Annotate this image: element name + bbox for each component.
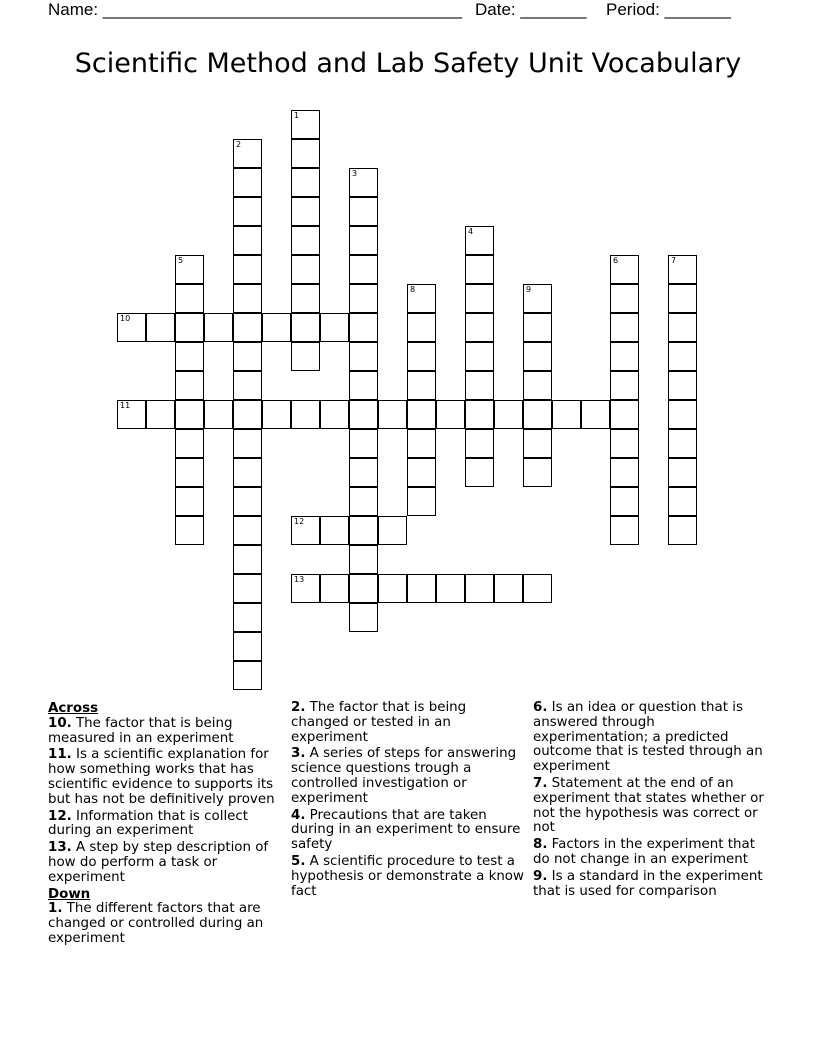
grid-cell[interactable] (117, 313, 146, 342)
page-title: Scientific Method and Lab Safety Unit Vocabulary (74, 48, 742, 79)
grid-cell[interactable] (523, 284, 552, 313)
clue-down-7: 7. Statement at the end of an experiment that states whether or not the hypothesis was correct or not (533, 775, 764, 836)
grid-cell[interactable] (175, 429, 204, 458)
clue-number: 12 (294, 517, 305, 526)
grid-cell[interactable] (610, 516, 639, 545)
grid-cell[interactable] (349, 284, 378, 313)
clue-number: 11 (120, 401, 131, 410)
grid-cell[interactable] (204, 313, 233, 342)
grid-cell[interactable] (523, 400, 552, 429)
grid-cell[interactable] (233, 603, 262, 632)
grid-cell[interactable] (610, 284, 639, 313)
grid-cell[interactable] (349, 371, 378, 400)
grid-cell[interactable] (349, 574, 378, 603)
clue-column-2 (291, 701, 525, 901)
grid-cell[interactable] (407, 313, 436, 342)
grid-cell[interactable] (291, 313, 320, 342)
clue-across-12: 12. Information that is collect during an experiment (48, 808, 249, 839)
grid-cell[interactable] (407, 284, 436, 313)
grid-cell[interactable] (668, 371, 697, 400)
grid-cell[interactable] (465, 429, 494, 458)
period-field-label[interactable]: Period: _______ (606, 0, 731, 19)
grid-cell[interactable] (349, 197, 378, 226)
grid-cell[interactable] (349, 168, 378, 197)
grid-cell[interactable] (552, 400, 581, 429)
clue-down-1: 1. The different factors that are changed or controlled during an experiment (48, 901, 264, 946)
grid-cell[interactable] (233, 574, 262, 603)
clue-across-11: 11. Is a scientific explanation for how something works that has scientific evidence to supports its but has not be definitively proven (48, 747, 275, 807)
grid-cell[interactable] (349, 342, 378, 371)
clue-down-5: 5. A scientific procedure to test a hypothesis or demonstrate a know fact (291, 853, 524, 899)
grid-cell[interactable] (291, 226, 320, 255)
grid-cell[interactable] (668, 342, 697, 371)
clue-down-3: 3. A series of steps for answering science questions trough a controlled investigation or experiment (291, 746, 517, 806)
grid-cell[interactable] (349, 400, 378, 429)
clue-down-2: 2. The factor that is being changed or tested in an experiment (291, 700, 467, 745)
grid-cell[interactable] (668, 255, 697, 284)
grid-cell[interactable] (262, 313, 291, 342)
grid-cell[interactable] (175, 487, 204, 516)
grid-cell[interactable] (668, 284, 697, 313)
grid-cell[interactable] (378, 516, 407, 545)
grid-cell[interactable] (610, 313, 639, 342)
grid-cell[interactable] (146, 400, 175, 429)
grid-cell[interactable] (320, 400, 349, 429)
grid-cell[interactable] (233, 429, 262, 458)
clue-number: 9 (526, 285, 532, 294)
name-field-label[interactable]: Name: ______________________________________ (48, 0, 463, 19)
grid-cell[interactable] (233, 139, 262, 168)
grid-cell[interactable] (175, 313, 204, 342)
grid-cell[interactable] (233, 197, 262, 226)
grid-cell[interactable] (233, 487, 262, 516)
grid-cell[interactable] (668, 516, 697, 545)
grid-cell[interactable] (291, 110, 320, 139)
grid-cell[interactable] (117, 400, 146, 429)
clue-number: 8 (410, 285, 416, 294)
date-field-label[interactable]: Date: _______ (475, 0, 587, 19)
grid-cell[interactable] (349, 516, 378, 545)
grid-cell[interactable] (320, 516, 349, 545)
grid-cell[interactable] (233, 284, 262, 313)
grid-cell[interactable] (262, 400, 291, 429)
grid-cell[interactable] (668, 429, 697, 458)
grid-cell[interactable] (465, 342, 494, 371)
grid-cell[interactable] (407, 371, 436, 400)
grid-cell[interactable] (610, 371, 639, 400)
grid-cell[interactable] (610, 458, 639, 487)
clue-number: 5 (178, 256, 184, 265)
grid-cell[interactable] (407, 458, 436, 487)
clue-column-3 (533, 701, 773, 901)
clue-number: 6 (613, 256, 619, 265)
clue-number: 10 (120, 314, 131, 323)
grid-cell[interactable] (175, 284, 204, 313)
down-heading: Down (48, 886, 91, 902)
grid-cell[interactable] (233, 342, 262, 371)
grid-cell[interactable] (233, 516, 262, 545)
grid-cell[interactable] (291, 139, 320, 168)
grid-cell[interactable] (291, 197, 320, 226)
grid-cell[interactable] (175, 458, 204, 487)
clue-down-6: 6. Is an idea or question that is answered through experimentation; a predicted outcome that is tested through an experiment (533, 700, 763, 775)
grid-cell[interactable] (668, 487, 697, 516)
grid-cell[interactable] (465, 574, 494, 603)
grid-cell[interactable] (494, 574, 523, 603)
grid-cell[interactable] (349, 429, 378, 458)
clue-number: 13 (294, 575, 305, 584)
clue-number: 7 (671, 256, 677, 265)
grid-cell[interactable] (291, 255, 320, 284)
grid-cell[interactable] (465, 255, 494, 284)
grid-cell[interactable] (233, 632, 262, 661)
grid-cell[interactable] (291, 342, 320, 371)
grid-cell[interactable] (668, 400, 697, 429)
clue-column-1 (48, 701, 280, 949)
grid-cell[interactable] (610, 487, 639, 516)
clue-number: 4 (468, 227, 474, 236)
grid-cell[interactable] (465, 458, 494, 487)
grid-cell[interactable] (523, 342, 552, 371)
grid-cell[interactable] (291, 168, 320, 197)
clue-down-4: 4. Precautions that are taken during in an experiment to ensure safety (291, 807, 521, 853)
grid-cell[interactable] (581, 400, 610, 429)
grid-cell[interactable] (204, 400, 233, 429)
grid-cell[interactable] (175, 342, 204, 371)
grid-cell[interactable] (523, 574, 552, 603)
grid-cell[interactable] (175, 371, 204, 400)
grid-cell[interactable] (407, 574, 436, 603)
grid-cell[interactable] (378, 574, 407, 603)
grid-cell[interactable] (320, 313, 349, 342)
grid-cell[interactable] (291, 284, 320, 313)
clue-number: 1 (294, 111, 300, 120)
grid-cell[interactable] (610, 342, 639, 371)
grid-cell[interactable] (610, 255, 639, 284)
grid-cell[interactable] (175, 516, 204, 545)
grid-cell[interactable] (233, 371, 262, 400)
grid-cell[interactable] (349, 226, 378, 255)
grid-cell[interactable] (233, 255, 262, 284)
grid-cell[interactable] (233, 168, 262, 197)
grid-cell[interactable] (320, 574, 349, 603)
clue-down-9: 9. Is a standard in the experiment that is used for comparison (533, 868, 763, 899)
grid-cell[interactable] (523, 458, 552, 487)
grid-cell[interactable] (233, 400, 262, 429)
clue-number: 2 (236, 140, 242, 149)
grid-cell[interactable] (146, 313, 175, 342)
grid-cell[interactable] (494, 400, 523, 429)
grid-cell[interactable] (465, 226, 494, 255)
grid-cell[interactable] (233, 313, 262, 342)
grid-cell[interactable] (349, 603, 378, 632)
grid-cell[interactable] (523, 371, 552, 400)
grid-cell[interactable] (436, 400, 465, 429)
grid-cell[interactable] (523, 313, 552, 342)
grid-cell[interactable] (407, 487, 436, 516)
grid-cell[interactable] (349, 545, 378, 574)
grid-cell[interactable] (668, 313, 697, 342)
grid-cell[interactable] (407, 429, 436, 458)
grid-cell[interactable] (233, 458, 262, 487)
grid-cell[interactable] (610, 400, 639, 429)
grid-cell[interactable] (291, 516, 320, 545)
grid-cell[interactable] (610, 429, 639, 458)
grid-cell[interactable] (349, 487, 378, 516)
grid-cell[interactable] (465, 400, 494, 429)
grid-cell[interactable] (349, 313, 378, 342)
grid-cell[interactable] (407, 342, 436, 371)
grid-cell[interactable] (465, 313, 494, 342)
grid-cell[interactable] (465, 371, 494, 400)
across-heading: Across (48, 701, 99, 716)
grid-cell[interactable] (349, 458, 378, 487)
clue-number: 3 (352, 169, 358, 178)
grid-cell[interactable] (233, 661, 262, 690)
grid-cell[interactable] (436, 574, 465, 603)
grid-cell[interactable] (175, 400, 204, 429)
grid-cell[interactable] (378, 400, 407, 429)
grid-cell[interactable] (407, 400, 436, 429)
grid-cell[interactable] (291, 400, 320, 429)
grid-cell[interactable] (523, 429, 552, 458)
grid-cell[interactable] (233, 226, 262, 255)
grid-cell[interactable] (465, 284, 494, 313)
grid-cell[interactable] (291, 574, 320, 603)
grid-cell[interactable] (233, 545, 262, 574)
grid-cell[interactable] (668, 458, 697, 487)
grid-cell[interactable] (349, 255, 378, 284)
clue-across-13: 13. A step by step description of how do perform a task or experiment (48, 840, 269, 885)
grid-cell[interactable] (175, 255, 204, 284)
clue-across-10: 10. The factor that is being measured in an experiment (48, 715, 234, 746)
clue-down-8: 8. Factors in the experiment that do not change in an experiment (533, 837, 755, 867)
